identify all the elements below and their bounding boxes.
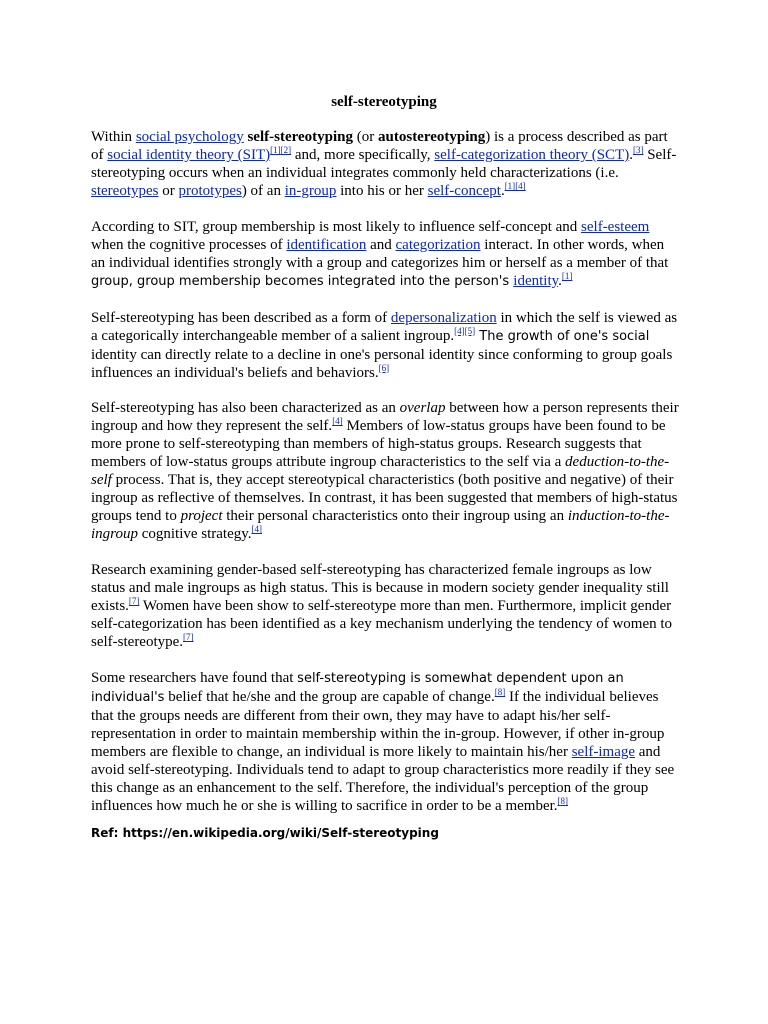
citation-link[interactable]: [7] xyxy=(128,596,140,607)
citation-link[interactable]: [4] xyxy=(332,416,343,427)
text: If the individual believes that the groups needs are different from their own, they may have to adapt his/her self-representation in order to maintain membership within the in-group. However, if other in-group members are flexible to change, an individual is more likely to maintain his/her xyxy=(91,688,665,760)
text: ) of an xyxy=(241,183,285,199)
link-categorization[interactable]: categorization xyxy=(395,236,481,253)
text: or xyxy=(158,183,179,199)
link-social-identity-theory[interactable]: social identity theory (SIT) xyxy=(107,147,271,163)
italic-term: induction-to-the-ingroup xyxy=(91,508,670,543)
text: Within xyxy=(91,129,136,145)
reference-line: Ref: https://en.wikipedia.org/wiki/Self-stereotyping xyxy=(91,826,439,840)
italic-term: overlap xyxy=(399,400,446,417)
link-self-esteem[interactable]: self-esteem xyxy=(581,218,650,235)
citation-link[interactable]: [1] xyxy=(561,270,573,281)
page-title: self-stereotyping xyxy=(331,94,437,110)
citation-link[interactable]: [8] xyxy=(494,686,506,697)
paragraph-2 xyxy=(91,218,681,291)
link-self-categorization-theory[interactable]: self-categorization theory (SCT) xyxy=(434,147,630,163)
link-depersonalization[interactable]: depersonalization xyxy=(390,309,497,326)
link-identity[interactable]: identity xyxy=(513,272,559,289)
text: and, more specifically, xyxy=(291,147,435,163)
text: . xyxy=(558,272,562,289)
link-in-group[interactable]: in-group xyxy=(284,183,337,199)
link-self-image[interactable]: self-image xyxy=(571,743,636,760)
paragraph-6 xyxy=(91,669,681,815)
citation-link[interactable]: [5] xyxy=(464,325,476,336)
text: Some researchers have found that xyxy=(91,669,298,686)
citation-link[interactable]: [1] xyxy=(270,145,281,155)
text: Self-stereotyping occurs when an individual integrates commonly held characterizations (i.e. xyxy=(91,147,677,181)
citation-link[interactable]: [8] xyxy=(557,795,569,806)
text: self-stereotyping is somewhat dependent upon an individual's xyxy=(91,670,624,705)
link-prototypes[interactable]: prototypes xyxy=(178,183,242,199)
paragraph-3 xyxy=(91,309,681,382)
citation-link[interactable]: [6] xyxy=(378,362,390,373)
text: cognitive strategy. xyxy=(137,526,252,543)
text: (or xyxy=(353,129,379,145)
citation-link[interactable]: [3] xyxy=(632,145,644,155)
italic-term: project xyxy=(180,508,223,525)
citation-link[interactable]: [4] xyxy=(454,325,465,336)
text: when the cognitive processes of xyxy=(91,236,287,253)
text: . xyxy=(500,183,505,199)
citation-link[interactable]: [4] xyxy=(515,181,526,191)
text: process. That is, they accept stereotypical characteristics (both positive and negative) of their ingroup as reflective of themselves. In contrast, it has been suggested that members of high-status groups tend to xyxy=(91,472,678,525)
text: The growth of one's social xyxy=(475,328,650,344)
bold-term: autostereotyping xyxy=(378,129,486,145)
link-social-psychology[interactable]: social psychology xyxy=(135,129,244,145)
text: identity can directly relate to a decline in one's personal identity since conforming to group goals influences an individual's beliefs and behaviors. xyxy=(91,346,673,381)
citation-link[interactable]: [2] xyxy=(280,145,292,155)
bold-term: self-stereotyping xyxy=(247,129,354,145)
text: between how a person represents their ingroup and how they represent the self. xyxy=(91,400,679,435)
text: and avoid self-stereotyping. Individuals tend to adapt to group characteristics more readily if they see this change as an enhancement to the self. Therefore, the individual's perception of the group influences how much he or she is willing to sacrifice in order to be a member. xyxy=(91,743,675,814)
text: Self-stereotyping has also been characterized as an xyxy=(91,400,400,417)
citation-link[interactable]: [1] xyxy=(504,181,516,191)
paragraph-4 xyxy=(91,399,681,543)
citation-link[interactable]: [7] xyxy=(183,632,194,643)
text: in which the self is viewed as a categorically interchangeable member of a salient ingroup. xyxy=(91,309,678,344)
text: and xyxy=(366,236,396,253)
text: their personal characteristics onto their ingroup using an xyxy=(222,508,568,525)
paragraph-1 xyxy=(91,128,681,200)
link-self-concept[interactable]: self-concept xyxy=(427,183,501,199)
text: Members of low-status groups have been found to be more prone to self-stereotyping than members of high-status groups. Research suggests that members of low-status groups attribute ingroup characteristics to the self via a xyxy=(91,418,666,471)
link-stereotypes[interactable]: stereotypes xyxy=(91,183,159,199)
italic-term: deduction-to-the-self xyxy=(91,454,670,489)
text: . xyxy=(629,147,633,163)
text: ) is a process described as part of xyxy=(91,129,668,163)
text: Women have been show to self-stereotype more than men. Furthermore, implicit gender self-categorization has been identified as a key mechanism underlying the tendency of women to self-stereotype. xyxy=(91,598,673,651)
text: belief that he/she and the group are capable of change. xyxy=(164,688,495,705)
text: group, group membership becomes integrated into the person's xyxy=(91,273,514,289)
text: Research examining gender-based self-stereotyping has characterized female ingroups as low status and male ingroups as high status. This is because in modern society gender inequality still exists. xyxy=(91,562,669,615)
paragraph-5 xyxy=(91,561,681,651)
text: into his or her xyxy=(336,183,428,199)
text: According to SIT, group membership is most likely to influence self-concept and xyxy=(91,218,582,235)
link-identification[interactable]: identification xyxy=(286,236,367,253)
article-body xyxy=(91,128,681,815)
text: Self-stereotyping has been described as a form of xyxy=(91,309,391,326)
citation-link[interactable]: [4] xyxy=(251,524,263,535)
text: interact. In other words, when an individual identifies strongly with a group and categorizes him or herself as a member of that xyxy=(91,236,669,271)
